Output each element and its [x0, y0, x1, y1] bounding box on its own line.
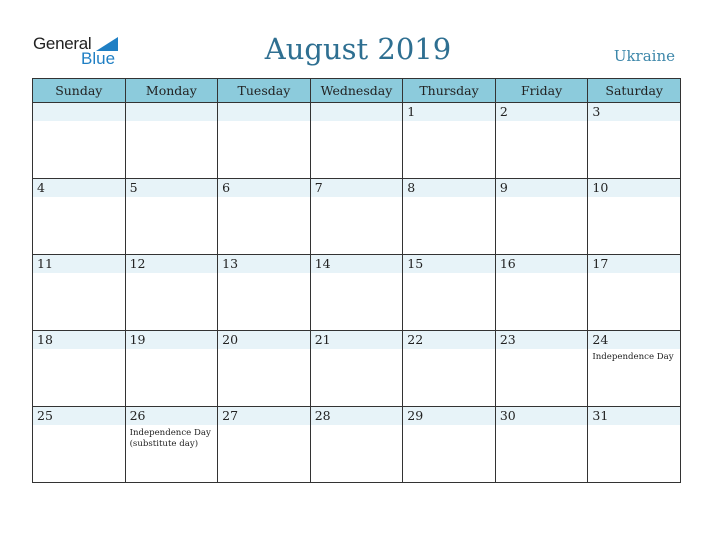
week-row — [33, 407, 681, 483]
day-number: 6 — [222, 180, 231, 195]
day-number: 19 — [129, 332, 146, 347]
day-cell — [33, 255, 126, 331]
day-number: 10 — [592, 180, 609, 195]
day-number: 25 — [37, 408, 53, 423]
day-number — [218, 103, 310, 121]
weekday-header: Friday — [495, 79, 588, 103]
day-cell — [125, 103, 218, 179]
day-cell — [218, 255, 311, 331]
day-number: 22 — [407, 332, 424, 347]
holiday-label: Independence Day — [592, 352, 674, 362]
day-number: 17 — [592, 256, 609, 271]
day-cell — [403, 179, 496, 255]
day-cell — [588, 179, 681, 255]
day-number: 9 — [499, 180, 508, 195]
day-cell — [588, 407, 681, 483]
day-number: 21 — [314, 332, 331, 347]
day-cell — [218, 331, 311, 407]
day-number: 27 — [222, 408, 239, 423]
day-number: 16 — [499, 256, 516, 271]
day-cell — [403, 331, 496, 407]
day-number: 3 — [592, 104, 601, 119]
day-cell — [125, 255, 218, 331]
day-cell — [218, 407, 311, 483]
day-cell — [403, 407, 496, 483]
day-number — [33, 103, 125, 121]
day-cell — [310, 103, 403, 179]
day-cell — [588, 103, 681, 179]
day-cell — [588, 331, 681, 407]
day-number: 26 — [129, 408, 146, 423]
day-cell — [33, 103, 126, 179]
weekday-header: Wednesday — [310, 79, 403, 103]
day-number: 14 — [314, 256, 331, 271]
day-number: 24 — [592, 332, 609, 347]
generalblue-logo — [33, 34, 133, 70]
calendar-grid — [32, 78, 681, 483]
day-number: 1 — [407, 104, 416, 119]
day-cell — [310, 407, 403, 483]
week-row — [33, 179, 681, 255]
day-cell — [495, 179, 588, 255]
day-number: 29 — [407, 408, 424, 423]
day-cell — [33, 179, 126, 255]
logo-word-blue: Blue — [81, 49, 116, 68]
weekday-header: Saturday — [588, 79, 681, 103]
day-number: 18 — [37, 332, 53, 347]
weekday-header: Tuesday — [218, 79, 311, 103]
day-cell — [588, 255, 681, 331]
calendar-title: August 2019 — [264, 32, 452, 66]
day-cell — [125, 407, 218, 483]
day-cell — [403, 255, 496, 331]
day-number: 30 — [499, 408, 516, 423]
day-number: 31 — [592, 408, 609, 423]
weekday-header: Thursday — [403, 79, 496, 103]
week-row — [33, 103, 681, 179]
day-cell — [310, 331, 403, 407]
day-number: 13 — [222, 256, 239, 271]
day-cell — [403, 103, 496, 179]
day-number: 23 — [499, 332, 516, 347]
day-cell — [125, 331, 218, 407]
holiday-label: Independence Day (substitute day) — [129, 428, 211, 449]
day-cell — [310, 179, 403, 255]
weekday-header-row — [33, 79, 681, 103]
week-row — [33, 255, 681, 331]
week-row — [33, 331, 681, 407]
day-number: 15 — [407, 256, 424, 271]
weekday-header: Sunday — [33, 79, 126, 103]
day-cell — [125, 179, 218, 255]
day-cell — [310, 255, 403, 331]
day-number: 8 — [407, 180, 416, 195]
day-cell — [495, 331, 588, 407]
day-cell — [218, 179, 311, 255]
day-cell — [495, 407, 588, 483]
logo-word-general: General — [33, 34, 92, 53]
country-label: Ukraine — [613, 47, 675, 65]
day-cell — [33, 407, 126, 483]
day-number: 20 — [222, 332, 239, 347]
day-number: 7 — [314, 180, 323, 195]
day-number: 5 — [129, 180, 138, 195]
day-number: 11 — [37, 256, 53, 271]
day-cell — [495, 103, 588, 179]
day-number: 4 — [37, 180, 45, 195]
day-cell — [495, 255, 588, 331]
day-cell — [33, 331, 126, 407]
day-number: 2 — [499, 104, 508, 119]
day-number: 28 — [314, 408, 331, 423]
weekday-header: Monday — [125, 79, 218, 103]
day-number — [311, 103, 403, 121]
day-number: 12 — [129, 256, 146, 271]
day-cell — [218, 103, 311, 179]
day-number — [126, 103, 218, 121]
